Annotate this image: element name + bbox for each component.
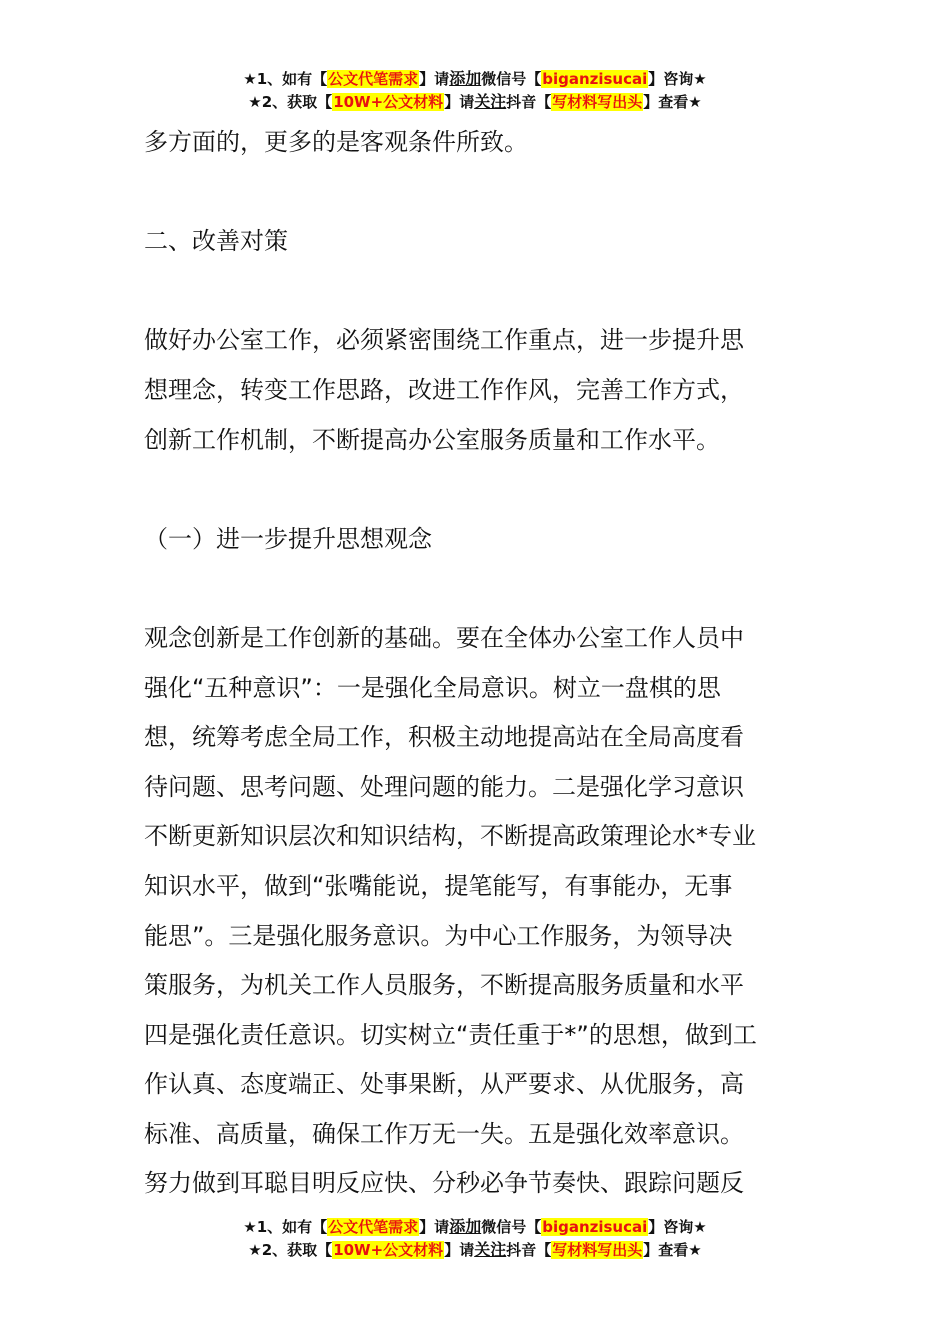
banner-highlight: biganzisucai <box>542 70 648 88</box>
banner-text: 】请 <box>444 1241 475 1259</box>
banner-text: 】查看★ <box>643 93 702 111</box>
banner-text: 】咨询★ <box>648 70 707 88</box>
banner-highlight: biganzisucai <box>542 1218 648 1236</box>
paragraph-line: 想理念，转变工作思路，改进工作作风，完善工作方式， <box>144 375 744 404</box>
paragraph-line: 观念创新是工作创新的基础。要在全体办公室工作人员中 <box>144 623 744 652</box>
banner-text: 】咨询★ <box>648 1218 707 1236</box>
banner-text: ★1、如有【 <box>243 1218 328 1236</box>
banner-highlight: 10W+公文材料 <box>333 93 444 111</box>
section-heading: 二、改善对策 <box>144 227 288 256</box>
banner-text: 】请 <box>419 1218 450 1236</box>
banner-underlined: 关注 <box>474 1240 507 1259</box>
paragraph-line: 能思”。三是强化服务意识。为中心工作服务，为领导决 <box>144 921 733 950</box>
banner-highlight: 写材料写出头 <box>552 1241 643 1259</box>
banner-highlight: 10W+公文材料 <box>333 1241 444 1259</box>
paragraph-line: 四是强化责任意识。切实树立“责任重于*”的思想，做到工 <box>144 1020 757 1049</box>
paragraph-line: 不断更新知识层次和知识结构，不断提高政策理论水*专业 <box>144 822 756 851</box>
document-body <box>144 118 812 1209</box>
paragraph-line: 想，统筹考虑全局工作，积极主动地提高站在全局高度看 <box>144 723 744 752</box>
banner-highlight: 公文代笔需求 <box>328 70 419 88</box>
paragraph-line: 知识水平，做到“张嘴能说，提笔能写，有事能办，无事 <box>144 871 733 900</box>
banner-highlight: 写材料写出头 <box>552 93 643 111</box>
banner-text: 抖音【 <box>506 1241 552 1259</box>
banner-text: 微信号【 <box>481 70 542 88</box>
banner-highlight: 公文代笔需求 <box>328 1218 419 1236</box>
paragraph-gap <box>144 168 812 218</box>
paragraph-line: 多方面的，更多的是客观条件所致。 <box>144 128 528 156</box>
banner-line-1 <box>0 1216 950 1239</box>
paragraph-line: 强化“五种意识”：一是强化全局意识。树立一盘棋的思 <box>144 673 721 702</box>
banner-line-1 <box>0 68 950 91</box>
banner-text: ★2、获取【 <box>248 93 333 111</box>
paragraph-line: 标准、高质量，确保工作万无一失。五是强化效率意识。 <box>144 1119 744 1148</box>
paragraph-gap <box>144 564 812 614</box>
paragraph-line: 待问题、思考问题、处理问题的能力。二是强化学习意识 <box>144 772 744 801</box>
paragraph-line: 努力做到耳聪目明反应快、分秒必争节奏快、跟踪问题反 <box>144 1169 744 1198</box>
banner-line-2 <box>0 1239 950 1262</box>
banner-underlined: 添加 <box>449 69 482 88</box>
paragraph-line: 策服务，为机关工作人员服务，不断提高服务质量和水平 <box>144 971 744 1000</box>
subsection-heading: （一）进一步提升思想观念 <box>144 524 432 553</box>
paragraph-line: 创新工作机制，不断提高办公室服务质量和工作水平。 <box>144 425 720 454</box>
paragraph-line: 做好办公室工作，必须紧密围绕工作重点，进一步提升思 <box>144 326 744 355</box>
banner-text: ★2、获取【 <box>248 1241 333 1259</box>
header-banner <box>0 68 950 114</box>
paragraph-gap <box>144 267 812 317</box>
banner-underlined: 关注 <box>474 92 507 111</box>
banner-text: 】请 <box>444 93 475 111</box>
banner-text: 抖音【 <box>506 93 552 111</box>
banner-text: 微信号【 <box>481 1218 542 1236</box>
footer-banner <box>0 1216 950 1262</box>
banner-underlined: 添加 <box>449 1217 482 1236</box>
paragraph-gap <box>144 465 812 515</box>
banner-line-2 <box>0 91 950 114</box>
paragraph-line: 作认真、态度端正、处事果断，从严要求、从优服务，高 <box>144 1070 744 1099</box>
banner-text: ★1、如有【 <box>243 70 328 88</box>
banner-text: 】请 <box>419 70 450 88</box>
banner-text: 】查看★ <box>643 1241 702 1259</box>
